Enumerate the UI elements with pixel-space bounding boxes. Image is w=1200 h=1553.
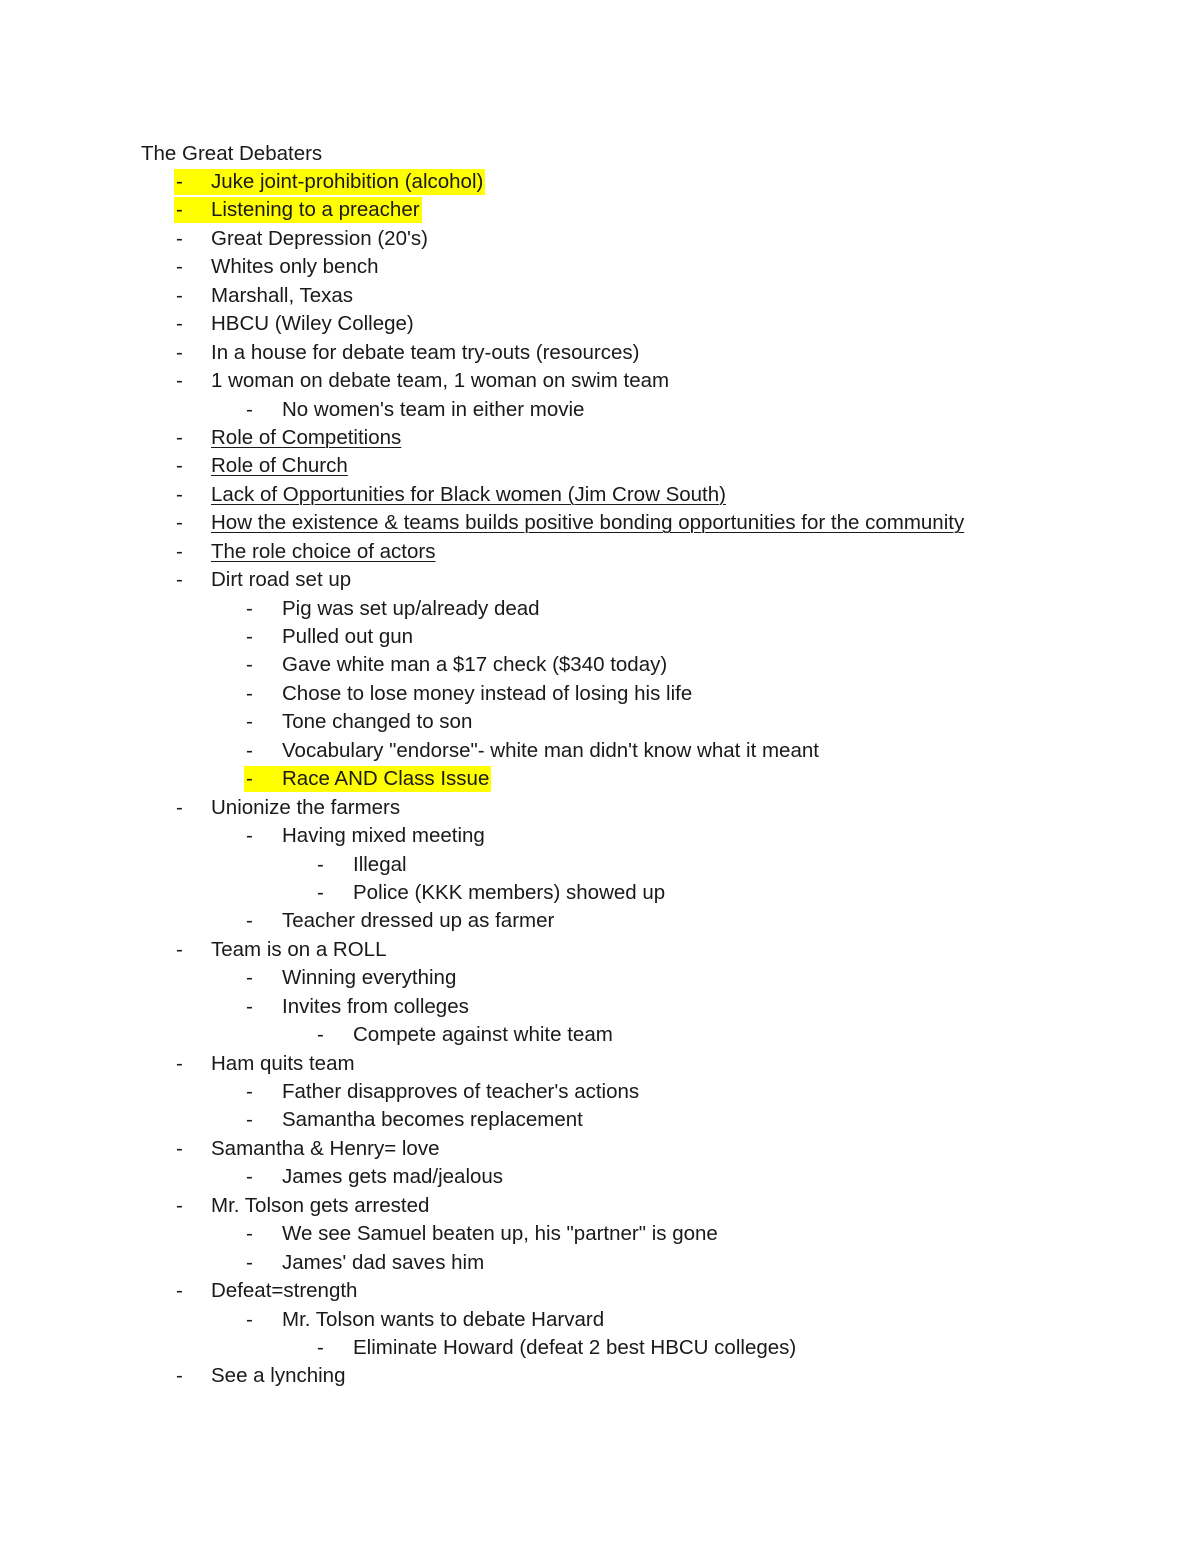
bullet-dash: - [246,681,253,705]
list-item [0,709,1200,737]
list-item [0,652,1200,680]
list-item-text: Vocabulary "endorse"- white man didn't know what it meant [282,738,819,762]
bullet-list [0,169,1200,1392]
list-item-text: Juke joint-prohibition (alcohol) [211,170,484,193]
list-item-text: Listening to a preacher [211,198,420,222]
bullet-dash: - [176,795,183,819]
list-item-text: Gave white man a $17 check ($340 today) [282,653,668,677]
list-item-text: Police (KKK members) showed up [353,880,666,904]
document-title: The Great Debaters [141,142,323,165]
list-item [0,283,1200,311]
bullet-dash: - [176,568,183,592]
list-item [0,795,1200,823]
list-item [0,368,1200,396]
list-item-text: Having mixed meeting [282,824,485,848]
bullet-dash: - [176,312,183,336]
list-item-text: Role of Competitions [211,425,402,449]
bullet-dash: - [176,511,183,535]
list-item-text: Winning everything [282,966,457,990]
list-item-text: Mr. Tolson gets arrested [211,1193,430,1217]
list-item-text: Role of Church [211,454,348,478]
list-item [0,340,1200,368]
bullet-dash: - [246,909,253,933]
list-item [0,1278,1200,1306]
list-item-text: Samantha becomes replacement [282,1108,583,1132]
list-item-text: 1 woman on debate team, 1 woman on swim team [211,369,670,393]
list-item-text: Unionize the farmers [211,795,401,819]
list-item-text: The role choice of actors [211,539,436,563]
list-item [0,1107,1200,1135]
list-item-text: Tone changed to son [282,710,473,734]
list-item [0,596,1200,624]
list-item-text: HBCU (Wiley College) [211,312,414,336]
bullet-dash: - [176,340,183,364]
list-item-text: Eliminate Howard (defeat 2 best HBCU colleges) [353,1335,797,1359]
list-item [0,397,1200,425]
bullet-dash: - [246,1108,253,1132]
list-item [0,311,1200,339]
list-item [0,1136,1200,1164]
list-item [0,425,1200,453]
list-item-text: Team is on a ROLL [211,937,387,961]
bullet-dash: - [246,1080,253,1103]
list-item [0,681,1200,709]
list-item-text: James' dad saves him [282,1250,485,1274]
list-item-text: Lack of Opportunities for Black women (Jim Crow South) [211,482,726,506]
list-item-text: Great Depression (20's) [211,226,428,250]
list-item-text: Ham quits team [211,1051,355,1075]
bullet-dash: - [246,966,253,990]
bullet-dash: - [176,937,183,961]
bullet-dash: - [246,738,253,762]
bullet-dash: - [246,1165,253,1189]
list-item [0,852,1200,880]
bullet-dash: - [317,880,324,904]
list-item [0,1335,1200,1363]
list-item-text: Samantha & Henry= love [211,1136,440,1160]
bullet-dash: - [246,397,253,421]
list-item-text: No women's team in either movie [282,397,585,421]
bullet-dash: - [176,1193,183,1217]
list-item-text: We see Samuel beaten up, his "partner" is gone [282,1222,718,1246]
list-item-text: Marshall, Texas [211,283,354,307]
list-item [0,510,1200,538]
bullet-dash: - [246,994,253,1018]
list-item-text: Dirt road set up [211,568,352,592]
bullet-dash: - [176,1051,183,1075]
list-item-text: Father disapproves of teacher's actions [282,1080,640,1103]
list-item-text: Defeat=strength [211,1279,358,1303]
list-item [0,965,1200,993]
bullet-dash: - [176,170,183,193]
list-item [0,1051,1200,1079]
list-item [0,226,1200,254]
bullet-dash: - [246,767,253,791]
list-item-text: Race AND Class Issue [282,767,490,791]
bullet-dash: - [176,255,183,279]
list-item [0,738,1200,766]
list-item [0,1022,1200,1050]
bullet-dash: - [246,1250,253,1274]
list-item [0,1193,1200,1221]
bullet-dash: - [317,1335,324,1359]
list-item-text: Whites only bench [211,255,379,279]
bullet-dash: - [246,1222,253,1246]
list-item [0,453,1200,481]
list-item [0,169,1200,197]
list-item-text: James gets mad/jealous [282,1165,504,1189]
list-item [0,1079,1200,1107]
bullet-dash: - [176,198,183,222]
list-item [0,937,1200,965]
bullet-dash: - [176,283,183,307]
bullet-dash: - [246,824,253,848]
list-item-text: Pig was set up/already dead [282,596,540,620]
bullet-dash: - [317,852,324,876]
list-item [0,823,1200,851]
list-item [0,1307,1200,1335]
list-item [0,254,1200,282]
list-item-text: How the existence & teams builds positive bonding opportunities for the community [211,511,965,535]
bullet-dash: - [246,653,253,677]
list-item [0,880,1200,908]
list-item [0,766,1200,794]
bullet-dash: - [176,226,183,250]
list-item [0,539,1200,567]
list-item-text: Illegal [353,852,407,876]
list-item [0,1250,1200,1278]
list-item-text: In a house for debate team try-outs (resources) [211,340,640,364]
list-item-text: Invites from colleges [282,994,469,1018]
bullet-dash: - [246,1307,253,1331]
list-item-text: Mr. Tolson wants to debate Harvard [282,1307,605,1331]
list-item [0,624,1200,652]
bullet-dash: - [176,1364,183,1388]
bullet-dash: - [176,1279,183,1303]
bullet-dash: - [246,710,253,734]
list-item-text: Teacher dressed up as farmer [282,909,555,933]
bullet-dash: - [176,1136,183,1160]
bullet-dash: - [246,625,253,648]
list-item [0,908,1200,936]
list-item-text: See a lynching [211,1364,346,1388]
list-item [0,1221,1200,1249]
bullet-dash: - [246,596,253,620]
list-item-text: Pulled out gun [282,625,414,648]
bullet-dash: - [176,369,183,393]
list-item [0,1164,1200,1192]
bullet-dash: - [176,454,183,478]
bullet-dash: - [176,482,183,506]
list-item-text: Chose to lose money instead of losing his life [282,681,693,705]
list-item [0,1363,1200,1391]
list-item [0,994,1200,1022]
bullet-dash: - [176,425,183,449]
list-item [0,197,1200,225]
list-item [0,567,1200,595]
list-item [0,482,1200,510]
bullet-dash: - [176,539,183,563]
list-item-text: Compete against white team [353,1023,613,1047]
bullet-dash: - [317,1023,324,1047]
